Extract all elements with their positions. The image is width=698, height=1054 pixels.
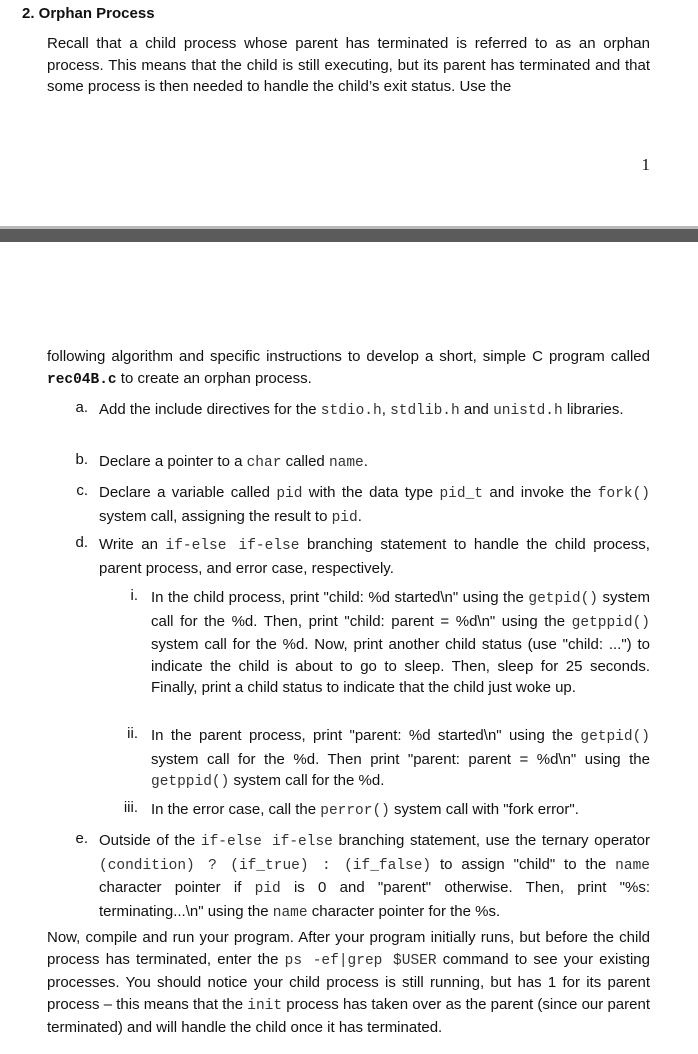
- step-d-i-label: i.: [130, 587, 138, 604]
- page-number: 1: [641, 155, 650, 174]
- page-break-bar: [0, 229, 698, 242]
- step-e-label: e.: [75, 830, 88, 847]
- step-d-iii: In the error case, call the perror() system call with "fork error".: [151, 801, 579, 819]
- step-d-i: In the child process, print "child: %d started\n" using the getpid() system call for the %d. Then, print "child: parent = %d\n" using the getppid() system call for the %d. Now, print another child status (use "child: ...") to indicate the child is about to go to sleep. Then, sleep for 25 seconds. Finally, print a child status to indicate that the child just woke up.: [151, 589, 650, 696]
- step-a: Add the include directives for the stdio.h, stdlib.h and unistd.h libraries.: [99, 401, 624, 419]
- step-d-iii-label: iii.: [123, 799, 138, 816]
- step-d-ii-label: ii.: [127, 725, 138, 742]
- step-a-label: a.: [75, 399, 88, 416]
- step-b-label: b.: [75, 451, 88, 468]
- final-paragraph: Now, compile and run your program. After your program initially runs, but before the child process has terminated, enter the ps -ef|grep $USER command to see your existing processes. You should notice your child process is still running, but has 1 for its parent process – this means that the init process has taken over as the parent (since our parent terminated) and will handle the child once it has terminated.: [47, 929, 650, 1036]
- step-d: Write an if-else if-else branching statement to handle the child process, parent process, and error case, respectively.: [99, 536, 650, 577]
- step-c-label: c.: [76, 482, 88, 499]
- step-b: Declare a pointer to a char called name.: [99, 453, 368, 471]
- section-heading: 2. Orphan Process: [22, 5, 155, 22]
- page-one-bottom: [0, 0, 698, 226]
- intro-paragraph: Recall that a child process whose parent has terminated is referred to as an orphan process. This means that the child is still executing, but its parent has terminated and that some process is then needed to handle the child’s exit status. Use the: [47, 35, 650, 95]
- filename-code: rec04B.c: [47, 371, 117, 388]
- step-c: Declare a variable called pid with the data type pid_t and invoke the fork() system call, assigning the result to pid.: [99, 484, 650, 526]
- continuation-paragraph: following algorithm and specific instructions to develop a short, simple C program called rec04B.c to create an orphan process.: [47, 348, 650, 388]
- page-two-top: [0, 242, 698, 1054]
- step-d-label: d.: [75, 534, 88, 551]
- step-d-ii: In the parent process, print "parent: %d started\n" using the getpid() system call for the %d. Then print "parent: parent = %d\n" using the getppid() system call for the %d.: [151, 727, 650, 790]
- step-e: Outside of the if-else if-else branching statement, use the ternary operator (condition) ? (if_true) : (if_false) to assign "child" to the name character pointer if pid is 0 and "parent" otherwise. Then, print "%s: terminating...\n" using the name character pointer for the %s.: [99, 832, 651, 921]
